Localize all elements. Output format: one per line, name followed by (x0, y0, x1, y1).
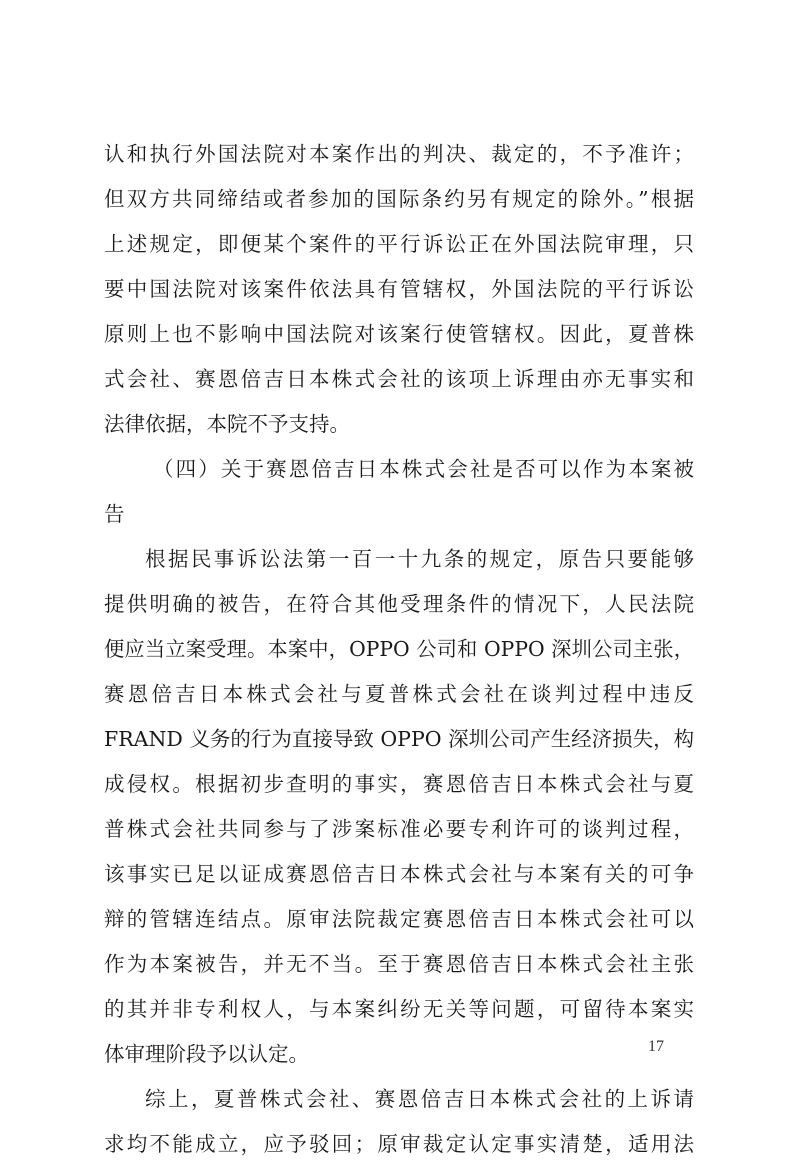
text-line: 普株式会社共同参与了涉案标准必要专利许可的谈判过程， (104, 817, 694, 841)
text-line: 提供明确的被告，在符合其他受理条件的情况下，人民法院 (104, 592, 694, 616)
text-line: FRAND 义务的行为直接导致 OPPO 深圳公司产生经济损失，构 (104, 727, 695, 751)
text-line: 综上，夏普株式会社、赛恩倍吉日本株式会社的上诉请 (145, 1087, 694, 1111)
text-line: 该事实已足以证成赛恩倍吉日本株式会社与本案有关的可争 (104, 862, 694, 886)
text-line: 根据民事诉讼法第一百一十九条的规定，原告只要能够 (145, 547, 694, 571)
text-line: 认和执行外国法院对本案作出的判决、裁定的，不予准许； (104, 142, 694, 166)
page-number: 17 (648, 1038, 664, 1055)
text-line: 辩的管辖连结点。原审法院裁定赛恩倍吉日本株式会社可以 (104, 907, 694, 931)
text-line: 赛恩倍吉日本株式会社与夏普株式会社在谈判过程中违反 (104, 682, 694, 706)
text-line: 上述规定，即便某个案件的平行诉讼正在外国法院审理，只 (104, 232, 694, 256)
section-heading-line: （四）关于赛恩倍吉日本株式会社是否可以作为本案被 (153, 457, 694, 481)
text-line: 式会社、赛恩倍吉日本株式会社的该项上诉理由亦无事实和 (104, 367, 694, 391)
text-line: 告 (104, 502, 125, 526)
text-line: 但双方共同缔结或者参加的国际条约另有规定的除外。”根据 (104, 187, 694, 211)
text-line: 原则上也不影响中国法院对该案行使管辖权。因此，夏普株 (104, 322, 694, 346)
text-line: 成侵权。根据初步查明的事实，赛恩倍吉日本株式会社与夏 (104, 772, 694, 796)
text-line: 便应当立案受理。本案中，OPPO 公司和 OPPO 深圳公司主张， (104, 637, 694, 661)
text-line: 求均不能成立，应予驳回；原审裁定认定事实清楚，适用法 (104, 1132, 694, 1156)
text-line: 法律依据，本院不予支持。 (104, 412, 350, 436)
text-line: 的其并非专利权人，与本案纠纷无关等问题，可留待本案实 (104, 997, 694, 1021)
text-line: 要中国法院对该案件依法具有管辖权，外国法院的平行诉讼 (104, 277, 694, 301)
text-line: 作为本案被告，并无不当。至于赛恩倍吉日本株式会社主张 (104, 952, 694, 976)
body-text (104, 132, 694, 1167)
text-line: 体审理阶段予以认定。 (104, 1042, 309, 1066)
